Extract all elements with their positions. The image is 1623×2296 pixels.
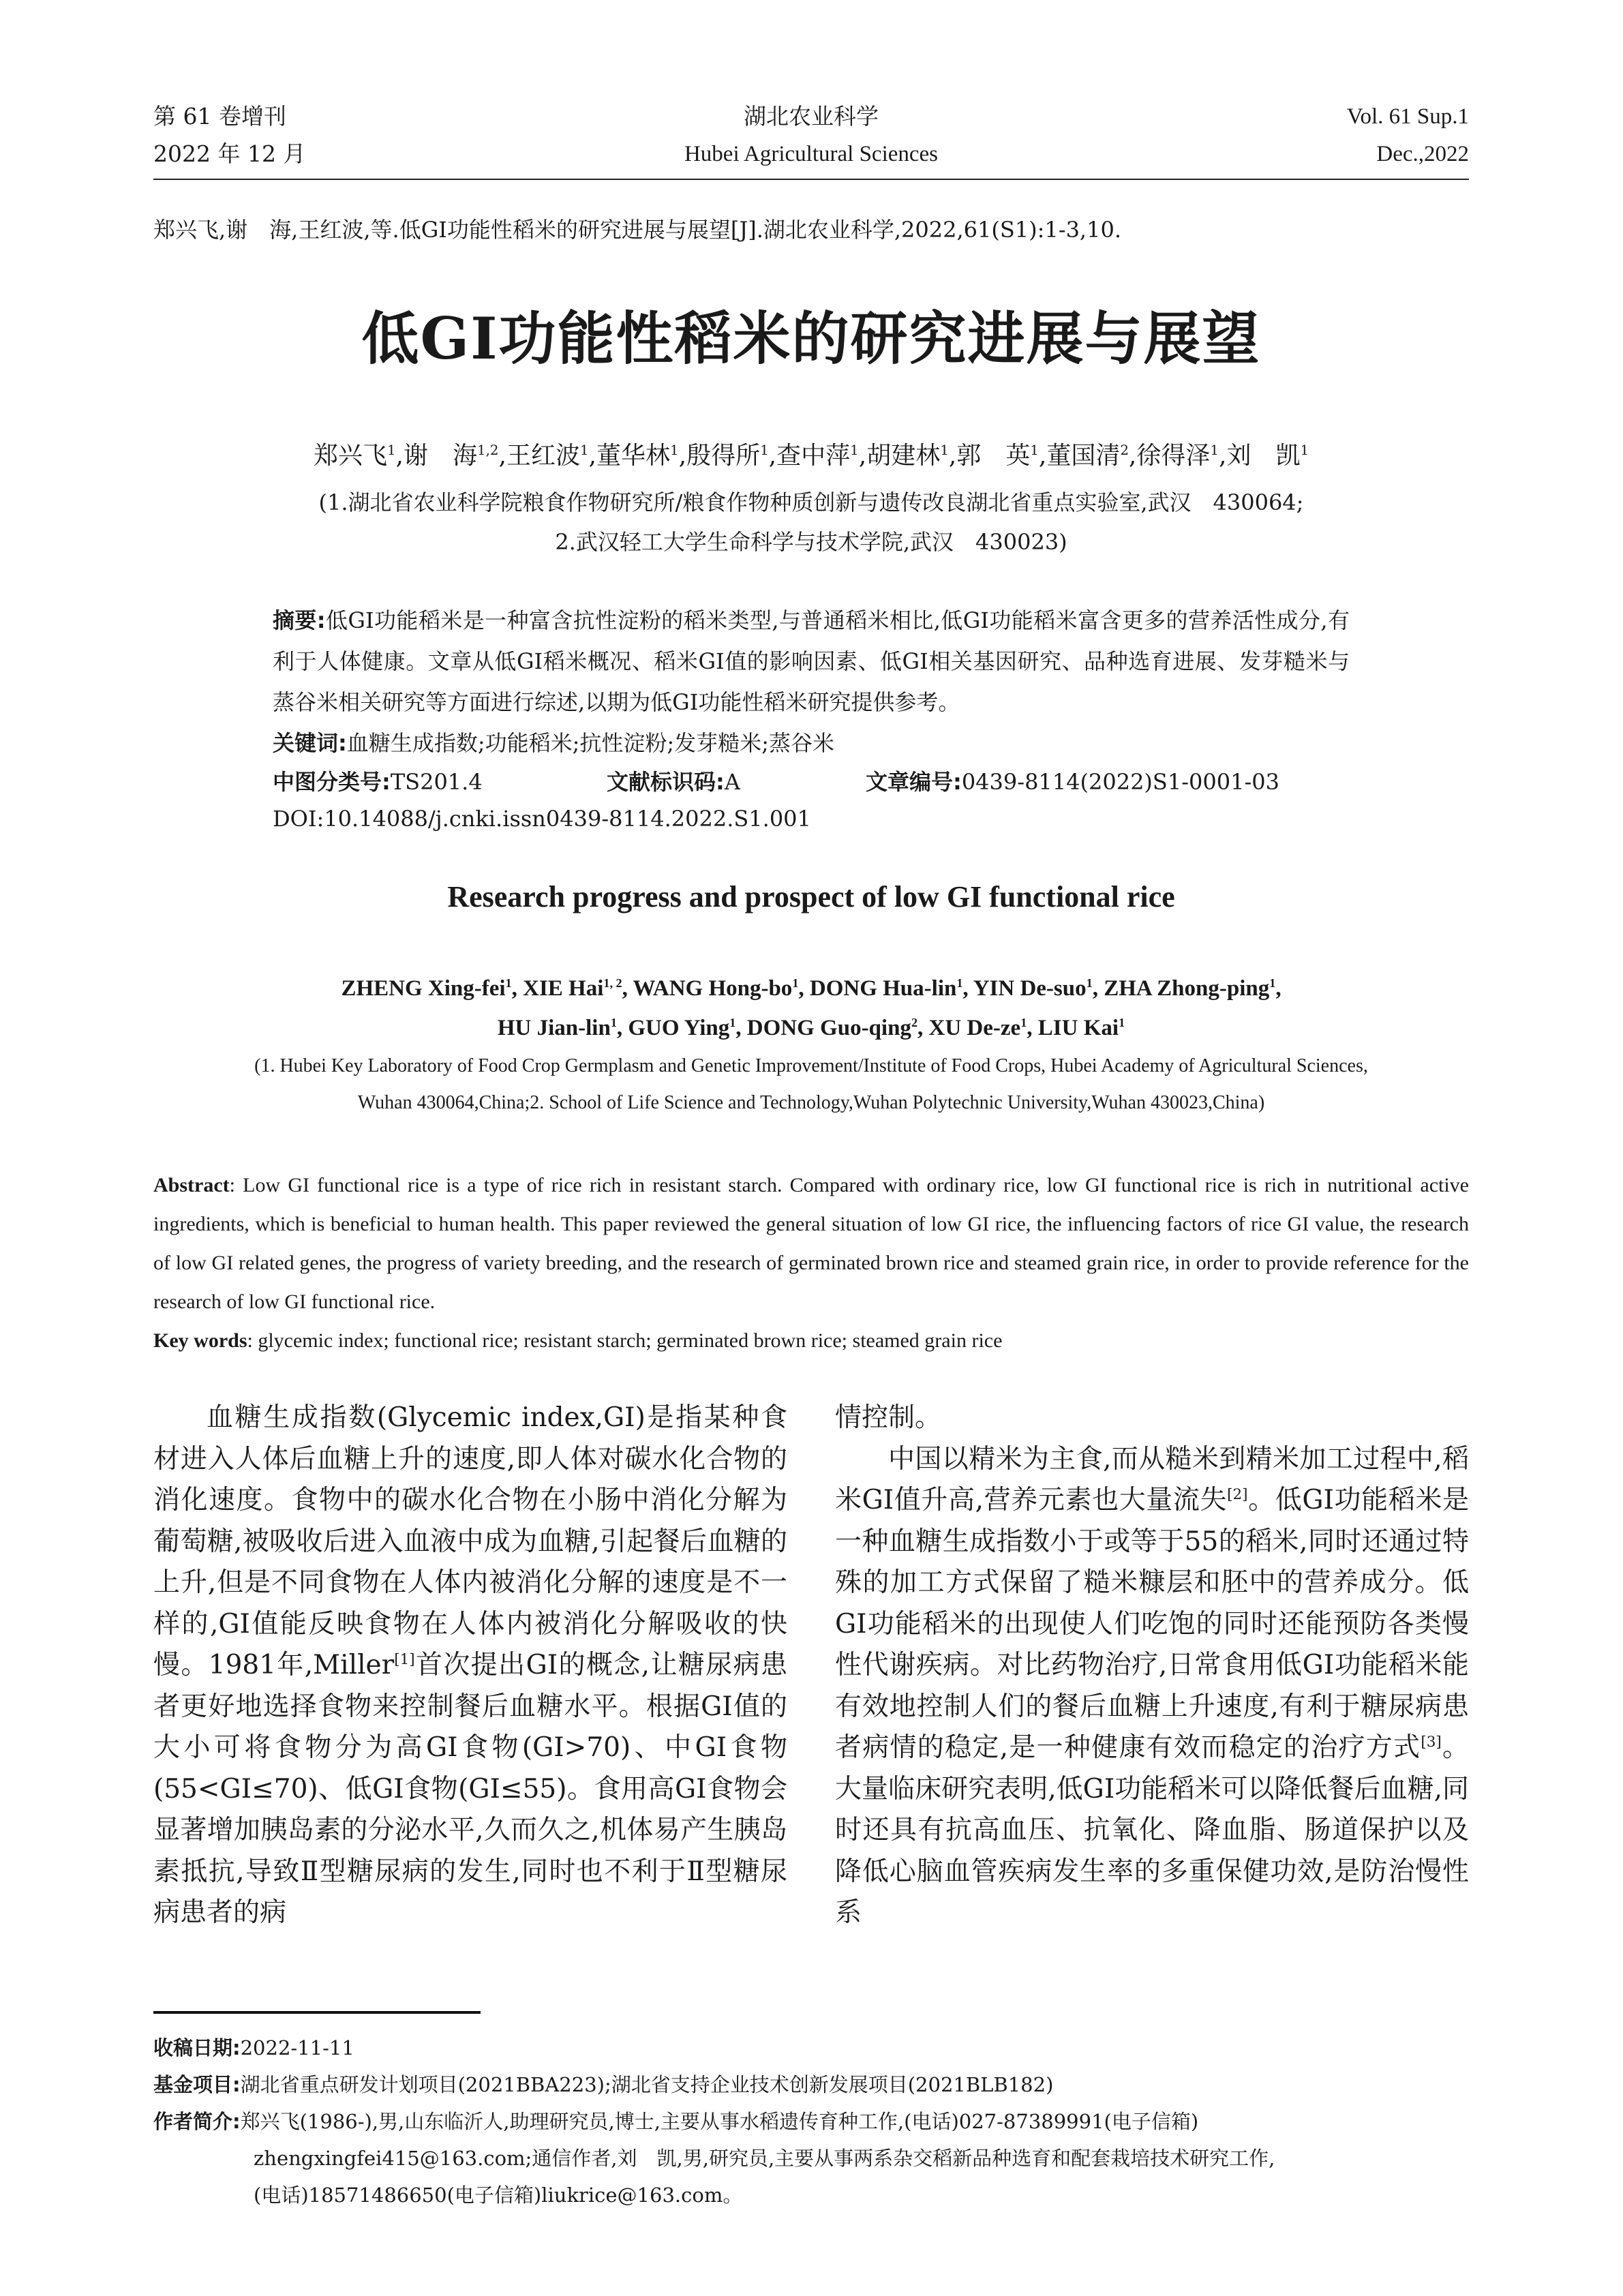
journal-name-en: Hubei Agricultural Sciences (684, 142, 939, 166)
author-en: ZHA Zhong-ping$^1$ (1104, 976, 1276, 1001)
body-column-left (153, 1398, 787, 1934)
citation-line: 郑兴飞,谢 海,王红波,等.低GI功能性稻米的研究进展与展望[J].湖北农业科学,2022,61(S1):1-3,10. (153, 217, 1121, 243)
keywords-cn-label: 关键词: (273, 730, 347, 756)
journal-date-en: Dec.,2022 (1376, 142, 1469, 166)
author-cn: 殷得所$^1$ (686, 442, 769, 470)
header-rule (153, 179, 1469, 180)
journal-volume-en: Vol. 61 Sup.1 (1346, 104, 1469, 129)
article-number-row (866, 765, 1279, 796)
footnote-author-line3: (电话)18571486650(电子信箱)liukrice@163.com。 (254, 2184, 743, 2207)
doi[interactable]: DOI:10.14088/j.cnki.issn0439-8114.2022.S1.001 (273, 806, 811, 832)
abstract-en-text: : Low GI functional rice is a type of rice rich in resistant starch. Compared with ordinary rice, low GI functional rice is rich in nutritional active ingredients, which is beneficial to human health. This paper reviewed the general situation of low GI rice, the influencing factors of rice GI value, the research of low GI related genes, the progress of variety breeding, and the research of germinated brown rice and steamed grain rice, in order to provide reference for the research of low GI functional rice. (153, 1174, 1469, 1313)
doc-code-label: 文献标识码: (607, 769, 725, 795)
author-en: WANG Hong-$bo^1$ (633, 976, 799, 1001)
body-paragraph: 中国以精米为主食,而从糙米到精米加工过程中,稻米GI值升高,营养元素也大量流失[2]。低GI功能稻米是一种血糖生成指数小于或等于55的稻米,同时还通过特殊的加工方式保留了糙米糠层和胚中的营养成分。低GI功能稻米的出现使人们吃饱的同时还能预防各类慢性代谢疾病。对比药物治疗,日常食用低GI功能稻米能有效地控制人们的餐后血糖上升速度,有利于糖尿病患者病情的稳定,是一种健康有效而稳定的治疗方式[3]。大量临床研究表明,低GI功能稻米可以降低餐后血糖,同时还具有抗高血压、抗氧化、降血脂、肠道保护以及降低心脑血管疾病发生率的多重保健功效,是防治慢性系 (835, 1443, 1469, 1928)
author-en: XU $De-ze^1$ (928, 1016, 1027, 1040)
author-en: LIU Kai$^1$ (1037, 1016, 1125, 1040)
footnote-fund: 基金项目:湖北省重点研发计划项目(2021BBA223);湖北省支持企业技术创新发展项目(2021BLB182) (153, 2073, 1054, 2096)
author-en: YIN De-suo$^1$ (973, 976, 1093, 1001)
author-cn: 王红波$^1$ (506, 442, 589, 470)
footnote-author: 作者简介:郑兴飞(1986-),男,山东临沂人,助理研究员,博士,主要从事水稻遗传育种工作,(电话)027-87389991(电子信箱) (153, 2110, 1199, 2133)
citation-ref[interactable]: [2] (1227, 1486, 1248, 1503)
author-en: DONG Hua-lin$^1$ (809, 976, 963, 1001)
journal-date: 2022 年 12 月 (153, 140, 306, 167)
article-number-label: 文章编号: (866, 769, 962, 795)
journal-name-cn: 湖北农业科学 (744, 103, 879, 130)
citation-ref[interactable]: [1] (394, 1651, 415, 1668)
abstract-en (153, 1166, 1469, 1360)
affiliation-cn-line2: 2.武汉轻工大学生命科学与技术学院,武汉 430023) (555, 529, 1067, 555)
abstract-cn-text: 低GI功能稻米是一种富含抗性淀粉的稻米类型,与普通稻米相比,低GI功能稻米富含更多的营养活性成分,有利于人体健康。文章从低GI稻米概况、稻米GI值的影响因素、低GI相关基因研究、品种选育进展、发芽糙米与蒸谷米相关研究等方面进行综述,以期为低GI功能性稻米研究提供参考。 (273, 607, 1350, 715)
author-list-en-line2: HU Jian-lin$^1$, GUO Ying$^1$, DONG Guo-qing$^2$, XU $De-ze^1$, LIU Kai$^1$ (497, 1016, 1125, 1040)
keywords-en-label: Key words (153, 1329, 247, 1352)
affiliation-en-line1: (1. Hubei Key Laboratory of Food Crop Germplasm and Genetic Improvement/Institute of Food Crops, Hubei Academy of Agricultural Sciences, (254, 1055, 1368, 1076)
author-cn: 郭 英$^1$ (956, 442, 1039, 470)
abstract-cn (273, 600, 1350, 764)
author-en: XIE Hai$^{1, 2}$ (523, 976, 622, 1001)
author-cn: 刘 凯$^1$ (1226, 442, 1309, 470)
body-column-right (835, 1398, 1469, 1934)
author-list-en-line1: ZHENG Xing-fei$^1$, XIE Hai$^{1, 2}$, WANG Hong-$bo^1$, DONG Hua-lin$^1$, YIN De-suo$^1$, ZHA Zhong-ping$^1$, (341, 976, 1281, 1001)
keywords-en-text: : glycemic index; functional rice; resistant starch; germinated brown rice; steamed grain rice (247, 1329, 1003, 1352)
body-paragraph: 情控制。 (835, 1402, 942, 1433)
citation-ref[interactable]: [3] (1421, 1734, 1442, 1751)
affiliation-en-line2: Wuhan 430064,China;2. School of Life Science and Technology,Wuhan Polytechnic University,Wuhan 430023,China) (357, 1092, 1265, 1113)
journal-volume: 第 61 卷增刊 (153, 103, 286, 130)
author-cn: 查中萍$^1$ (776, 442, 859, 470)
title-en: Research progress and prospect of low GI functional rice (447, 880, 1175, 913)
author-en: GUO Ying$^1$ (628, 1016, 736, 1040)
classification-row (273, 765, 483, 796)
footnote-received: 收稿日期:2022-11-11 (153, 2036, 354, 2059)
author-list-cn: 郑兴飞$^1$,谢 海$^{1,2}$,王红波$^1$,董华林$^1$,殷得所$^1$,查中萍$^1$,胡建林$^1$,郭 英$^1$,董国清$^2$,徐得泽$^1$,刘 凯$^1$ (313, 442, 1309, 470)
author-cn: 胡建林$^1$ (866, 442, 949, 470)
footnote-rule (153, 2011, 481, 2014)
body-paragraph: 血糖生成指数(Glycemic index,GI)是指某种食材进入人体后血糖上升的速度,即人体对碳水化合物的消化速度。食物中的碳水化合物在小肠中消化分解为葡萄糖,被吸收后进入血液中成为血糖,引起餐后血糖的上升,但是不同食物在人体内被消化分解的速度是不一样的,GI值能反映食物在人体内被消化分解吸收的快慢。1981年,Miller[1]首次提出GI的概念,让糖尿病患者更好地选择食物来控制餐后血糖水平。根据GI值的大小可将食物分为高GI食物(GI>70)、中GI食物(55<GI≤70)、低GI食物(GI≤55)。食用高GI食物会显著增加胰岛素的分泌水平,久而久之,机体易产生胰岛素抵抗,导致Ⅱ型糖尿病的发生,同时也不利于Ⅱ型糖尿病患者的病 (153, 1402, 787, 1928)
doc-code-value: A (724, 769, 740, 795)
author-en: DONG Guo-qing$^2$ (746, 1016, 918, 1040)
author-cn: 董国清$^2$ (1046, 442, 1129, 470)
author-en: ZHENG Xing-fei$^1$ (341, 976, 512, 1001)
abstract-cn-label: 摘要: (273, 607, 326, 633)
clc-value: TS201.4 (390, 769, 483, 795)
abstract-en-label: Abstract (153, 1174, 230, 1196)
keywords-cn-text: 血糖生成指数;功能稻米;抗性淀粉;发芽糙米;蒸谷米 (346, 730, 834, 756)
footnote-author-line2: zhengxingfei415@163.com;通信作者,刘 凯,男,研究员,主要从事两系杂交稻新品种选育和配套栽培技术研究工作, (254, 2147, 1275, 2170)
article-number-value: 0439-8114(2022)S1-0001-03 (961, 769, 1279, 795)
affiliation-cn-line1: (1.湖北省农业科学院粮食作物研究所/粮食作物种质创新与遗传改良湖北省重点实验室,武汉 430064; (318, 489, 1304, 515)
author-cn: 董华林$^1$ (596, 442, 679, 470)
page-title: 低GI功能性稻米的研究进展与展望 (361, 305, 1261, 372)
author-en: HU Jian-lin$^1$ (497, 1016, 617, 1040)
author-cn: 徐得泽$^1$ (1136, 442, 1219, 470)
author-cn: 谢 海$^{1,2}$ (404, 442, 499, 470)
author-cn: 郑兴飞$^1$ (313, 442, 396, 470)
clc-label: 中图分类号: (273, 769, 391, 795)
doc-code-row (607, 765, 740, 796)
